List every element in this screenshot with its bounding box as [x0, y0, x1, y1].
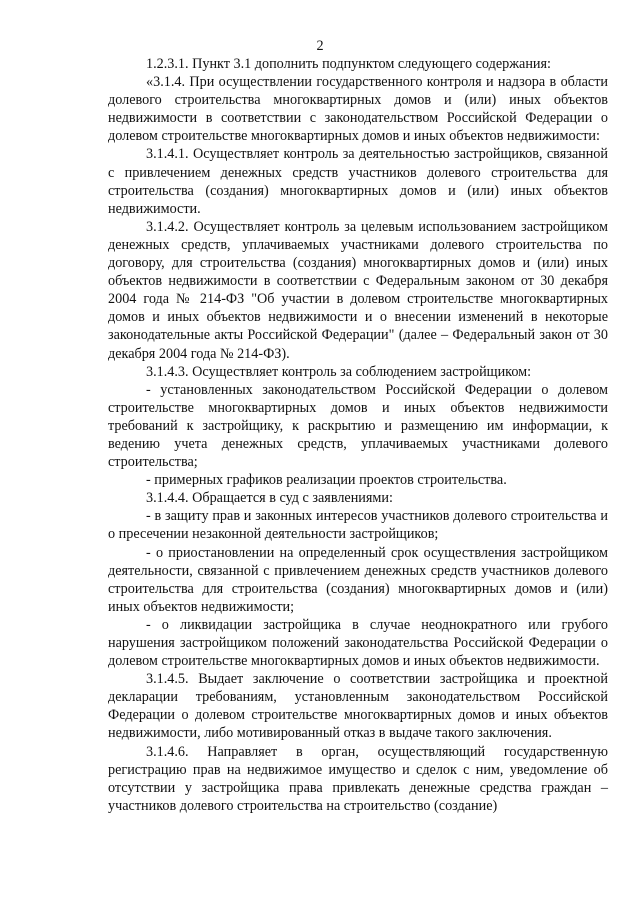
- paragraph-3-1-4-5: 3.1.4.5. Выдает заключение о соответствии застройщика и проектной декларации требованиям, установленным законодательством Российской Федерации о долевом строительстве многоквартирных домов и иных объектов недвижимости, либо мотивированный отказ в выдаче такого заключения.: [108, 671, 608, 742]
- paragraph-3-1-4-2: 3.1.4.2. Осуществляет контроль за целевым использованием застройщиком денежных средств, уплачиваемых участниками долевого строительства по договору, для строительства (создания) многоквартирных домов и (или) иных объектов недвижимости в соответствии с Федеральным законом от 30 декабря 2004 года № 214-ФЗ "Об участии в долевом строительстве многоквартирных домов и иных объектов недвижимости и о внесении изменений в некоторые законодательные акты Российской Федерации" (далее – Федеральный закон от 30 декабря 2004 года № 214-ФЗ).: [108, 218, 608, 362]
- list-item-schedules: - примерных графиков реализации проектов строительства.: [146, 472, 507, 489]
- paragraph-3-1-4: «3.1.4. При осуществлении государственного контроля и надзора в области долевого строительства многоквартирных домов и (или) иных объектов недвижимости в соответствии с законодательством Российской Федерации о долевом строительстве многоквартирных домов и иных объектов недвижимости:: [108, 74, 608, 145]
- paragraph-3-1-4-1: 3.1.4.1. Осуществляет контроль за деятельностью застройщиков, связанной с привлечением денежных средств участников долевого строительства для строительства (создания) многоквартирных домов и (или) иных объектов недвижимости.: [108, 146, 608, 217]
- paragraph-3-1-4-4: 3.1.4.4. Обращается в суд с заявлениями:: [146, 490, 393, 507]
- paragraph-3-1-4-6: 3.1.4.6. Направляет в орган, осуществляющий государственную регистрацию прав на недвижимое имущество и сделок с ним, уведомление об отсутствии у застройщика права привлекать денежные средства граждан – участников долевого строительства на строительство (создание): [108, 743, 608, 814]
- document-body: [108, 55, 608, 815]
- list-item-suspension: - о приостановлении на определенный срок осуществления застройщиком деятельности, связанной с привлечением денежных средств участников долевого строительства для строительства (создания) многоквартирных домов и (или) иных объектов недвижимости;: [108, 544, 608, 615]
- list-item-requirements: - установленных законодательством Российской Федерации о долевом строительстве многоквартирных домов и иных объектов недвижимости требований к застройщику, к раскрытию и размещению им информации, к ведению учета денежных средств, уплачиваемых участниками долевого строительства;: [108, 381, 608, 471]
- list-item-liquidation: - о ликвидации застройщика в случае неоднократного или грубого нарушения застройщиком положений законодательства Российской Федерации о долевом строительстве многоквартирных домов и иных объектов недвижимости.: [108, 616, 608, 670]
- paragraph-3-1-4-3: 3.1.4.3. Осуществляет контроль за соблюдением застройщиком:: [146, 363, 532, 380]
- list-item-protection: - в защиту прав и законных интересов участников долевого строительства и о пресечении незаконной деятельности застройщиков;: [108, 508, 608, 543]
- page-number: 2: [316, 38, 324, 54]
- paragraph-1-2-3-1: 1.2.3.1. Пункт 3.1 дополнить подпунктом следующего содержания:: [146, 56, 551, 72]
